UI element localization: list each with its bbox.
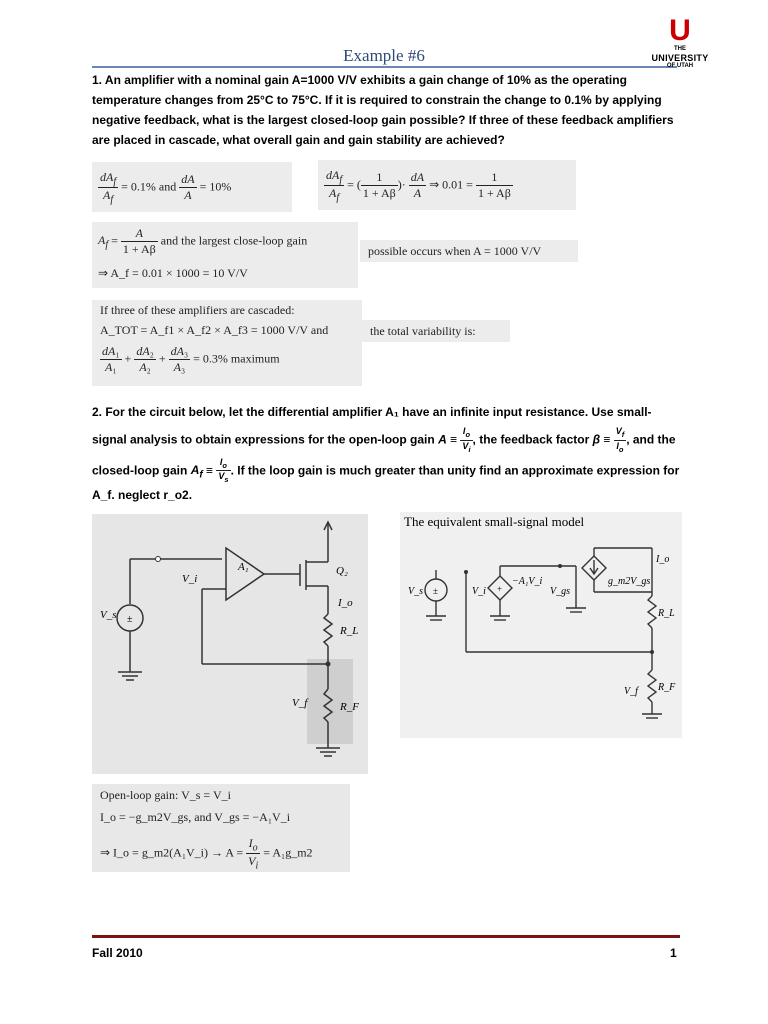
circuit1-plus-icon: ±: [127, 614, 133, 625]
svg-text:The equivalent small-signal mo: The equivalent small-signal model: [404, 514, 585, 529]
svg-text:V_f: V_f: [624, 686, 638, 697]
university-logo: U THE UNIVERSITY OF UTAH: [640, 16, 720, 72]
equation-box-4: If three of these amplifiers are cascaded: A_TOT = A_f1 × A_f2 × A_f3 = 1000 V/V and $\frac{\text{dA₁}}{\text{A₁}}$ + $\frac{\text{dA₂}}{\text{A₂}}$ + $\frac{\text{dA₃}}{\text{A₃}}$ = 0.3% maximum: [92, 300, 362, 386]
header-rule: [92, 66, 677, 68]
svg-text:V_i: V_i: [472, 586, 486, 597]
svg-text:V_gs: V_gs: [550, 586, 570, 597]
svg-text:R_F: R_F: [658, 682, 676, 693]
svg-text:R_L: R_L: [658, 608, 675, 619]
equation-box-3-side: possible occurs when A = 1000 V/V: [360, 240, 578, 262]
page-title: Example #6: [343, 46, 425, 65]
equation-box-4-side: the total variability is:: [362, 320, 510, 342]
svg-text:R_L: R_L: [340, 625, 359, 637]
vs-source-icon: ±: [433, 586, 438, 596]
open-loop-gain-box: Open-loop gain: V_s = V_i I_o = −g_m2V_gs, and V_gs = −A₁V_i ⇒ I_o = g_m2(A₁V_i) → A = $\frac{I_o}{V_i}$ = A₁g_m2: [92, 784, 350, 872]
logo-u-icon: U: [669, 14, 691, 47]
page-number: 1: [670, 946, 677, 960]
circuit-diagram-1: [92, 514, 368, 774]
svg-text:Q₂: Q₂: [336, 565, 348, 577]
circuit-2-svg: [400, 512, 682, 738]
svg-text:A₁: A₁: [238, 561, 249, 573]
svg-text:V_s: V_s: [408, 586, 423, 597]
footer-rule: [92, 935, 680, 938]
dep-source-plus-icon: +: [497, 584, 503, 594]
equation-box-1: $\frac{dA_f}{A_f}$ = 0.1% and $\frac{dA}{A}$ = 10%: [92, 162, 292, 212]
svg-text:V_s: V_s: [100, 609, 117, 621]
circuit-1-svg: [92, 514, 368, 774]
problem2-text: 2. For the circuit below, let the differential amplifier A₁ have an infinite input resistance. Use small- signal analysis to obtain expressions for the open-loop gain A ≡ $\frac{I_o}{V_i}$ , the feedback factor β ≡ $\frac{V_f}{I_o}$ , and the closed-loop gain $A_f$ ≡ $\frac{I_o}{V_s}$ . If the loop gain is much greater than unity find an approximate expression for A_f. neglect r_o2.: [92, 405, 680, 503]
svg-text:I_o: I_o: [656, 554, 670, 565]
equation-box-2: $\frac{dA_f}{A_f}$ = ( $\frac{1}{1 + A\beta}$ )· $\frac{dA}{A}$ ⇒ 0.01 = $\frac{1}{1 + A\beta}$: [318, 160, 576, 210]
problem1-text: 1. An amplifier with a nominal gain A=1000 V/V exhibits a gain change of 10% as the operating temperature changes from 25°C to 75°C. If it is required to constrain the change to 0.1% by applying negative feedback, what is the largest closed-loop gain possible? If three of these feedback amplifiers are placed in cascade, what overall gain and gain stability are achieved?: [92, 73, 674, 147]
equation-box-3: $A_f$ = $\frac{A}{1 + A\beta}$ and the largest close-loop gain ⇒ A_f = 0.01 × 1000 = 10 V/V: [92, 222, 358, 288]
svg-text:V_f: V_f: [292, 697, 308, 709]
svg-text:R_F: R_F: [340, 701, 359, 713]
circuit-diagram-2: [400, 512, 682, 738]
svg-text:V_i: V_i: [182, 573, 198, 585]
footer-term: Fall 2010: [92, 946, 143, 960]
svg-text:g_m2V_gs: g_m2V_gs: [608, 576, 651, 587]
svg-text:I_o: I_o: [338, 597, 353, 609]
svg-text:−A₁V_i: −A₁V_i: [512, 576, 543, 587]
